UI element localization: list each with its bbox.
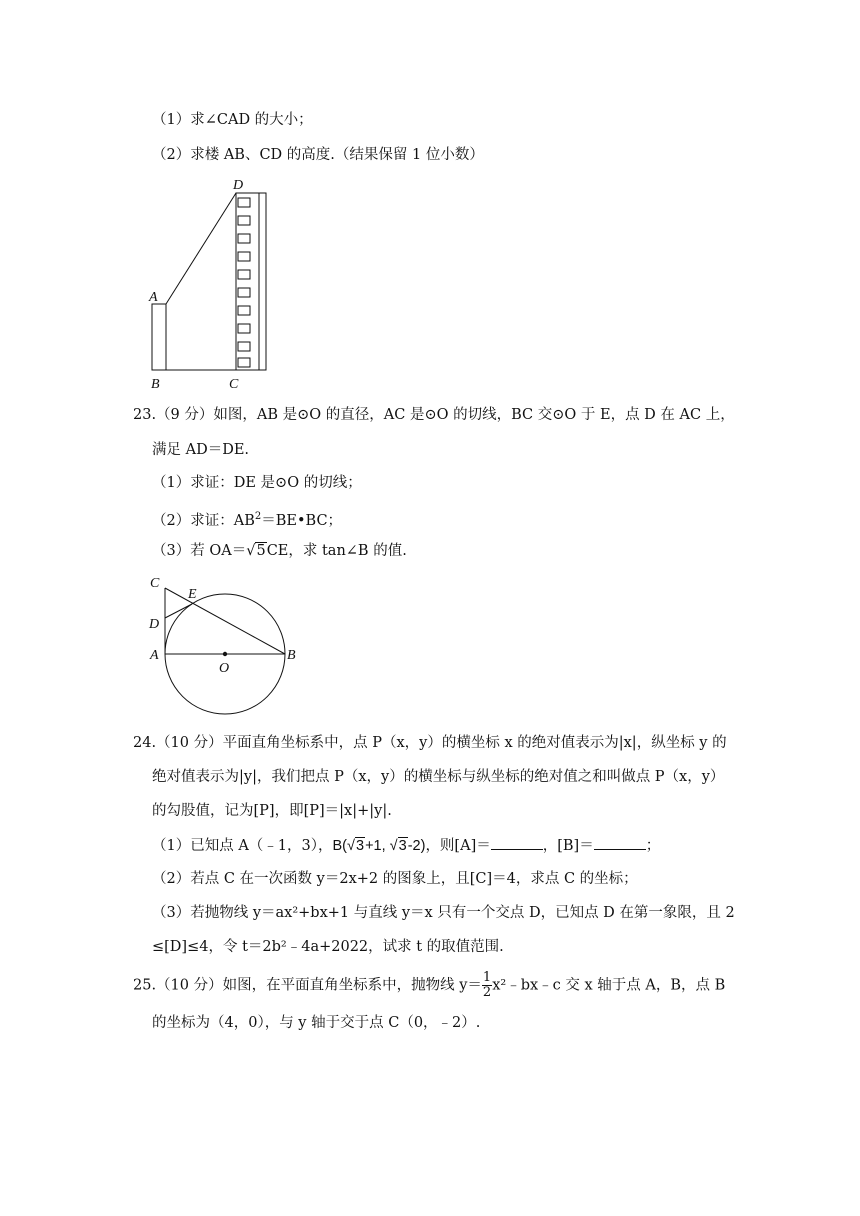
q25-line2: 的坐标为（4，0），与 y 轴于交于点 C（0，﹣2）. — [152, 1015, 481, 1031]
q24-line3: 的勾股值，记为[P]，即[P]＝|x|+|y|. — [152, 803, 392, 819]
q24-line1: 24.（10 分）平面直角坐标系中，点 P（x，y）的横坐标 x 的绝对值表示为|x|，纵坐标 y 的 — [133, 735, 727, 751]
q24-line2: 绝对值表示为|y|，我们把点 P（x，y）的横坐标与纵坐标的绝对值之和叫做点 P（x，y） — [152, 769, 725, 785]
label-B2: B — [287, 648, 296, 663]
q24-part3-line1: （3）若抛物线 y＝ax²+bx+1 与直线 y＝x 只有一个交点 D，已知点 D 在第一象限，且 2 — [152, 905, 735, 921]
q23-part2: （2）求证：$AB^2=BE•BC$； — [152, 511, 343, 529]
building-figure — [140, 172, 280, 394]
label-O: O — [219, 661, 230, 676]
answer-blank-B — [594, 835, 646, 850]
q22-part1: （1）求∠CAD 的大小； — [152, 112, 313, 128]
q23-part3: （3）若 OA＝√5CE，求 tan∠B 的值. — [152, 543, 407, 559]
q23-line2: 满足 AD＝DE. — [152, 442, 250, 458]
q24-part1: （1）已知点 A（﹣1，3），B(√3+1, √3-2)，则[A]＝ ，[B]＝ ； — [152, 835, 660, 856]
circle-figure — [140, 568, 310, 716]
q24-part2: （2）若点 C 在一次函数 y＝2x+2 的图象上，且[C]＝4，求点 C 的坐标； — [152, 871, 638, 887]
label-E: E — [188, 587, 197, 602]
q23-part1: （1）求证：DE 是⊙O 的切线； — [152, 475, 362, 491]
fraction-one-half: $\frac{1}{2}$ — [482, 970, 492, 1000]
label-C: C — [229, 377, 239, 392]
q22-part2: （2）求楼 AB、CD 的高度.（结果保留 1 位小数） — [152, 147, 484, 163]
sqrt-5: 5 — [256, 543, 266, 559]
label-A: A — [149, 290, 158, 305]
label-D2: D — [149, 617, 160, 632]
answer-blank-A — [491, 835, 543, 850]
q24-part3-line2: ≤[D]≤4，令 t＝2b²﹣4a+2022，试求 t 的取值范围. — [152, 939, 504, 955]
label-B: B — [151, 377, 160, 392]
q25-line1: 25.（10 分）如图，在平面直角坐标系中，抛物线 y＝ $\frac{1}{2}$ x²﹣bx﹣c 交 x 轴于点 A，B，点 B — [133, 970, 726, 1000]
label-D: D — [233, 178, 244, 193]
label-A2: A — [150, 648, 159, 663]
q23-line1: 23.（9 分）如图，AB 是⊙O 的直径，AC 是⊙O 的切线，BC 交⊙O 于 E，点 D 在 AC 上， — [133, 407, 735, 423]
label-C2: C — [150, 576, 160, 591]
